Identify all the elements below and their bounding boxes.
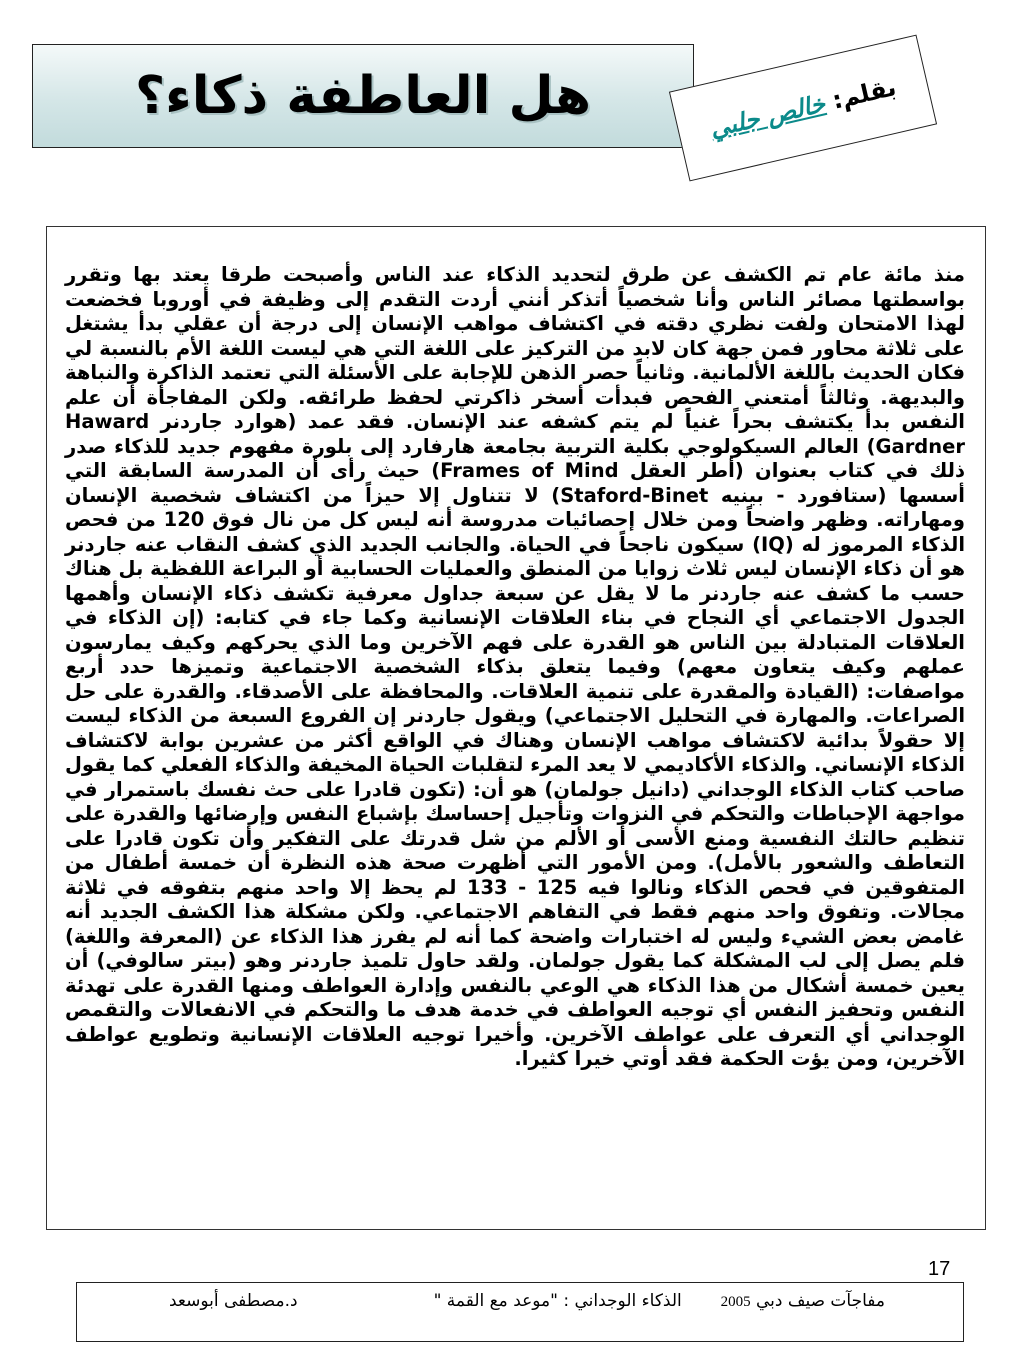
footer-left-group [434, 1291, 885, 1311]
footer-event: مفاجآت صيف دبي [755, 1291, 885, 1311]
page-title: هل العاطفة ذكاء؟ [134, 66, 592, 126]
article-body: منذ مائة عام تم الكشف عن طرق لتحديد الذكاء عند الناس وأصبحت طرقا يعتد بها وتقرر بواسطتها مصائر الناس وأنا شخصياً أتذكر أنني أردت التقدم إلى وظيفة في أوروبا فخضعت لهذا الامتحان ولفت نظري دقته في اكتشاف مواهب الإنسان إلى درجة أن عقلي بدأ يشتغل على ثلاثة محاور فمن جهة كان لابد من التركيز على اللغة التي هي ليست اللغة الأم بالنسبة لي فكان الحديث باللغة الألمانية. وثانياً حصر الذهن للإجابة على الأسئلة التي تعتمد الذاكرة والنباهة والبديهة. وثالثاً أمتعني الفحص فبدأت أسخر ذاكرتي لحفظ طرائقه. ولكن المفاجأة أن علم النفس بدأ يكتشف بحراً غنياً لم يتم كشفه عند الإنسان. فقد عمد (هوارد جاردنر Haward Gardner) العالم السيكولوجي بكلية التربية بجامعة هارفارد إلى بلورة مفهوم جديد للذكاء صدر ذلك في كتاب بعنوان (أطر العقل Frames of Mind) حيث رأى أن المدرسة السابقة التي أسسها (ستافورد - بينيه Staford-Binet) لا تتناول إلا حيزاً من اكتشاف شخصية الإنسان ومهاراته. وظهر واضحاً ومن خلال إحصائيات مدروسة أنه ليس كل من نال فوق 120 من فحص الذكاء المرموز له (IQ) سيكون ناجحاً في الحياة. والجانب الجديد الذي كشف النقاب عنه جاردنر هو أن ذكاء الإنسان ليس ثلاث زوايا من المنطق والعمليات الحسابية أو البراعة اللفظية بل هناك حسب ما كشف عنه جاردنر ما لا يقل عن سبعة جداول معرفية تكشف ذكاء الإنسان وأهمها الجدول الاجتماعي أي النجاح في بناء العلاقات الإنسانية وكما جاء في كتابه: (إن الذكاء في العلاقات المتبادلة بين الناس هو القدرة على فهم الآخرين وما الذي يحركهم وكيف يمارسون عملهم وكيف يتعاون معهم) وفيما يتعلق بذكاء الشخصية الاجتماعية وتميزها حدد أربع مواصفات: (القيادة والمقدرة على تنمية العلاقات. والمحافظة على الأصدقاء. والقدرة على حل الصراعات. والمهارة في التحليل الاجتماعي) ويقول جاردنر إن الفروع السبعة من الذكاء ليست إلا حقولاً بدائية لاكتشاف مواهب الإنسان وهناك في الواقع أكثر من عشرين بوابة لاكتشاف الذكاء الإنساني. والذكاء الأكاديمي لا يعد المرء لتقلبات الحياة المخيفة والذكاء الفعلي كما يقول صاحب كتاب الذكاء الوجداني (دانيل جولمان) هو أن: (تكون قادرا على حث نفسك باستمرار في مواجهة الإحباطات والتحكم في النزوات وتأجيل إحساسك بإشباع النفس وإرضائها والقدرة على تنظيم حالتك النفسية ومنع الأسى أو الألم من شل قدرتك على التفكير وأن تكون قادرا على التعاطف والشعور بالأمل). ومن الأمور التي أظهرت صحة هذه النظرة أن خمسة أطفال من المتفوقين في فحص الذكاء ونالوا فيه 125 - 133 لم يحظ إلا واحد منهم بتفوقه في ثلاثة مجالات. وتفوق واحد منهم فقط في التفاهم الاجتماعي. ولكن مشكلة هذا الكشف الجديد أنه غامض بعض الشيء وليس له اختبارات واضحة كما أنه لم يفرز هذا الذكاء عن (المعرفة واللغة) فلم يصل إلى لب المشكلة كما يقول جولمان. ولقد حاول تلميذ جاردنر وهو (بيتر سالوفي) أن يعين خمسة أشكال من هذا الذكاء هي الوعي بالنفس وإدارة العواطف ومنها القدرة على تهدئة النفس وتحفيز النفس أي توجيه العواطف في خدمة هدف ما والتحكم في الانفعالات والتقمص الوجداني أي التعرف على عواطف الآخرين. وأخيرا توجيه العلاقات الإنسانية وتطويع عواطف الآخرين، ومن يؤت الحكمة فقد أوتي خيرا كثيرا. [65, 263, 966, 1070]
footer [76, 1282, 964, 1342]
page-number: 17 [928, 1258, 951, 1280]
article-frame [46, 226, 986, 1230]
footer-author: د.مصطفى أبوسعد [169, 1291, 298, 1311]
title-banner [32, 44, 694, 148]
byline-box [669, 35, 937, 182]
footer-book-title: الذكاء الوجداني : "موعد مع القمة " [433, 1291, 682, 1311]
byline-prefix: بقلم: [829, 72, 899, 115]
author-link[interactable]: خالص جلبي [707, 89, 828, 144]
footer-year: 2005 [720, 1294, 751, 1310]
